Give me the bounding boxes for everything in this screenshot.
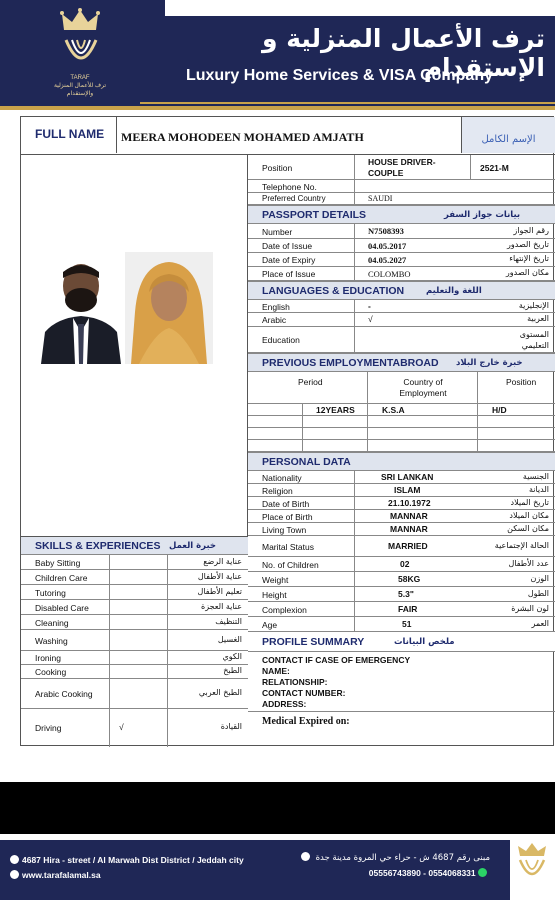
personal-row xyxy=(248,572,555,587)
issue-date-label: Date of Issue xyxy=(262,241,313,251)
skill-row xyxy=(21,651,248,665)
skill-row xyxy=(21,615,248,630)
skill-label-ar: تعليم الأطفال xyxy=(197,587,242,596)
position-header: Position xyxy=(506,377,537,387)
employment-header-row xyxy=(248,372,555,404)
skill-check: √ xyxy=(119,722,124,732)
arabic-label: Arabic xyxy=(262,315,287,325)
employment-row xyxy=(248,404,555,416)
birth-place-label-ar: مكان الميلاد xyxy=(509,511,549,520)
passport-row xyxy=(248,224,555,239)
english-value: - xyxy=(368,301,371,311)
profile-title-ar: ملخص البيانات xyxy=(394,637,455,647)
personal-row xyxy=(248,536,555,557)
skill-row xyxy=(21,679,248,709)
footer-address-text: 4687 Hira - street / Al Marwah Dist District / Jeddah city xyxy=(22,855,244,865)
employment-row-empty xyxy=(248,440,555,452)
skill-row xyxy=(21,555,248,570)
taraf-logo-icon xyxy=(62,36,100,72)
languages-title-ar: اللغة والتعليم xyxy=(426,286,482,296)
issue-place-label: Place of Issue xyxy=(262,269,316,279)
skill-row xyxy=(21,570,248,585)
skill-label: Cleaning xyxy=(35,618,69,628)
emergency-heading: CONTACT IF CASE OF EMERGENCY xyxy=(262,655,411,665)
skill-label-ar: التنظيف xyxy=(215,617,242,626)
skill-label: Arabic Cooking xyxy=(35,689,93,699)
expiry-date-value: 04.05.2027 xyxy=(368,255,407,265)
complexion-value: FAIR xyxy=(398,604,418,614)
skill-label-ar: عناية الأطفال xyxy=(197,572,242,581)
employment-row-empty xyxy=(248,416,555,428)
employment-title-ar: خبرة خارج البلاد xyxy=(456,358,523,368)
skill-label: Ironing xyxy=(35,653,61,663)
skill-row xyxy=(21,665,248,679)
photo-wife xyxy=(125,252,213,364)
skill-label: Disabled Care xyxy=(35,603,89,613)
children-label: No. of Children xyxy=(262,560,319,570)
personal-section-header xyxy=(248,452,555,471)
emergency-address: ADDRESS: xyxy=(262,699,307,709)
skills-title-ar: خبرة العمل xyxy=(169,541,217,551)
profile-title: PROFILE SUMMARY xyxy=(262,636,365,648)
location-icon xyxy=(301,852,310,861)
taraf-logo-icon xyxy=(510,840,555,900)
marital-status-label-ar: الحالة الإجتماعية xyxy=(494,541,549,550)
logo-panel xyxy=(0,0,165,108)
nationality-label-ar: الجنسية xyxy=(522,472,549,481)
employment-section-header xyxy=(248,353,555,372)
age-label: Age xyxy=(262,620,278,630)
full-name-value: MEERA MOHODEEN MOHAMED AMJATH xyxy=(121,130,364,144)
footer-logo xyxy=(510,840,555,900)
footer-phones xyxy=(300,868,490,878)
arabic-value: √ xyxy=(368,314,373,324)
marital-status-value: MARRIED xyxy=(388,541,428,551)
weight-value: 58KG xyxy=(398,574,421,584)
skills-title: SKILLS & EXPERIENCES xyxy=(35,540,161,552)
living-town-value: MANNAR xyxy=(390,524,428,534)
birth-date-label-ar: تاريخ الميلاد xyxy=(510,498,549,507)
preferred-country-row xyxy=(248,193,555,205)
footer-website[interactable] xyxy=(10,870,101,880)
skill-row xyxy=(21,585,248,600)
skill-label: Baby Sitting xyxy=(35,558,81,568)
passport-row xyxy=(248,253,555,267)
birth-date-value: 21.10.1972 xyxy=(388,498,431,508)
weight-label-ar: الوزن xyxy=(530,574,549,583)
religion-value: ISLAM xyxy=(394,485,421,495)
employment-position: H/D xyxy=(492,405,507,415)
crown-icon xyxy=(60,8,100,34)
employment-row-empty xyxy=(248,428,555,440)
full-name-row xyxy=(21,117,555,155)
passport-number-label-ar: رقم الجواز xyxy=(513,226,549,235)
issue-place-value: COLOMBO xyxy=(368,269,411,279)
skill-label: Tutoring xyxy=(35,588,66,598)
religion-label: Religion xyxy=(262,486,293,496)
age-label-ar: العمر xyxy=(531,619,549,628)
education-label: Education xyxy=(262,335,300,345)
location-icon xyxy=(10,855,19,864)
height-label: Height xyxy=(262,590,287,600)
skill-label-ar: الكوي xyxy=(222,652,242,661)
personal-title: PERSONAL DATA xyxy=(262,456,351,468)
full-name-label-ar: الإسم الكامل xyxy=(461,117,555,153)
employment-title: PREVIOUS EMPLOYMENTABROAD xyxy=(262,357,439,369)
english-label-ar: الإنجليزية xyxy=(518,301,549,310)
weight-label: Weight xyxy=(262,575,289,585)
nationality-value: SRI LANKAN xyxy=(381,472,434,482)
arabic-label-ar: العربية xyxy=(527,314,549,323)
emergency-relationship: RELATIONSHIP: xyxy=(262,677,328,687)
position-label: Position xyxy=(262,163,293,173)
height-label-ar: الطول xyxy=(527,589,549,598)
whatsapp-icon xyxy=(478,868,487,877)
photo-area xyxy=(21,155,248,536)
birth-date-label: Date of Birth xyxy=(262,499,310,509)
children-value: 02 xyxy=(400,559,410,569)
position-value: HOUSE DRIVER-COUPLE xyxy=(368,157,436,178)
passport-section-header xyxy=(248,205,555,224)
position-row xyxy=(248,155,555,180)
expiry-date-label: Date of Expiry xyxy=(262,255,316,265)
skill-label: Driving xyxy=(35,723,62,733)
footer-address xyxy=(10,855,244,865)
logo-caption xyxy=(40,74,120,98)
period-header: Period xyxy=(298,377,323,387)
skill-row xyxy=(21,709,248,747)
telephone-label: Telephone No. xyxy=(262,182,317,192)
living-town-label: Living Town xyxy=(262,525,307,535)
person-photo-icon xyxy=(125,252,213,364)
photo-husband xyxy=(37,252,125,364)
personal-row xyxy=(248,510,555,523)
language-row xyxy=(248,300,555,313)
footer xyxy=(0,840,555,900)
employment-period: 12YEARS xyxy=(316,405,355,415)
company-title-en: Luxury Home Services & VISA Company xyxy=(185,67,493,84)
complexion-label-ar: لون البشرة xyxy=(511,604,549,613)
footer-phones-text: 05556743890 - 0554068331 xyxy=(368,868,476,878)
living-town-label-ar: مكان السكن xyxy=(507,524,549,533)
position-code: 2521-M xyxy=(480,163,509,173)
globe-icon xyxy=(10,870,19,879)
expiry-date-label-ar: تاريخ الإنتهاء xyxy=(509,254,549,263)
languages-section-header xyxy=(248,281,555,300)
passport-row xyxy=(248,267,555,281)
emergency-name: NAME: xyxy=(262,666,290,676)
personal-row xyxy=(248,497,555,510)
preferred-country-label: Preferred Country xyxy=(262,194,326,203)
skill-label-ar: القيادة xyxy=(220,722,242,731)
footer-website-text[interactable]: www.tarafalamal.sa xyxy=(22,870,101,880)
marital-status-label: Marital Status xyxy=(262,542,314,552)
passport-number-value: N7508393 xyxy=(368,226,404,236)
passport-title: PASSPORT DETAILS xyxy=(262,209,367,221)
company-title-ar: ترف الأعمال المنزلية و الإستقدام xyxy=(262,24,545,82)
personal-row xyxy=(248,602,555,617)
birth-place-value: MANNAR xyxy=(390,511,428,521)
header xyxy=(0,0,555,110)
personal-row xyxy=(248,484,555,497)
preferred-country-value: SAUDI xyxy=(368,194,393,203)
country-header: Country of Employment xyxy=(399,377,447,398)
education-label-ar: المستوى التعليمي xyxy=(519,330,549,350)
person-photo-icon xyxy=(37,252,125,364)
passport-row xyxy=(248,239,555,253)
issue-place-label-ar: مكان الصدور xyxy=(505,268,549,277)
english-label: English xyxy=(262,302,290,312)
children-label-ar: عدد الأطفال xyxy=(508,559,549,568)
medical-expiry: Medical Expired on: xyxy=(262,716,350,727)
skill-label-ar: عناية العجزة xyxy=(201,602,242,611)
logo-text: TARAF xyxy=(70,75,90,81)
profile-section-header xyxy=(248,632,555,652)
language-row xyxy=(248,327,555,353)
emergency-number: CONTACT NUMBER: xyxy=(262,688,346,698)
skill-row xyxy=(21,630,248,651)
skills-section-header xyxy=(21,536,248,555)
personal-row xyxy=(248,587,555,602)
skill-label: Cooking xyxy=(35,667,67,677)
employment-country: K.S.A xyxy=(382,405,405,415)
religion-label-ar: الديانة xyxy=(528,485,549,494)
cv-form xyxy=(20,116,554,746)
footer-address-ar xyxy=(300,852,490,863)
black-band xyxy=(0,782,555,834)
skill-row xyxy=(21,600,248,615)
gold-divider-bottom xyxy=(0,106,555,110)
skill-label-ar: عناية الرضع xyxy=(203,557,242,566)
personal-row xyxy=(248,471,555,484)
full-name-label: FULL NAME xyxy=(21,117,117,153)
height-value: 5.3" xyxy=(398,589,414,599)
passport-title-ar: بيانات جواز السفر xyxy=(444,210,521,220)
birth-place-label: Place of Birth xyxy=(262,512,313,522)
skill-label: Children Care xyxy=(35,573,88,583)
nationality-label: Nationality xyxy=(262,473,302,483)
languages-title: LANGUAGES & EDUCATION xyxy=(262,285,405,297)
gold-divider xyxy=(140,102,555,104)
issue-date-label-ar: تاريخ الصدور xyxy=(507,240,549,249)
age-value: 51 xyxy=(402,619,412,629)
complexion-label: Complexion xyxy=(262,605,307,615)
skill-label-ar: الطبخ العربي xyxy=(198,688,242,697)
skill-label: Washing xyxy=(35,636,68,646)
personal-row xyxy=(248,557,555,572)
personal-row xyxy=(248,523,555,536)
skill-label-ar: الطبخ xyxy=(223,666,242,675)
personal-row xyxy=(248,617,555,632)
footer-address-ar-text: مبنى رقم 4687 ش - حراء حي المروة مدينة جدة xyxy=(315,853,490,863)
skill-label-ar: الغسيل xyxy=(217,635,242,644)
passport-number-label: Number xyxy=(262,227,293,237)
language-row xyxy=(248,313,555,327)
logo-text-ar: ترف للأعمال المنزلية والإستقدام xyxy=(53,83,107,97)
issue-date-value: 04.05.2017 xyxy=(368,241,407,251)
telephone-row xyxy=(248,180,555,193)
emergency-contact xyxy=(262,655,410,710)
